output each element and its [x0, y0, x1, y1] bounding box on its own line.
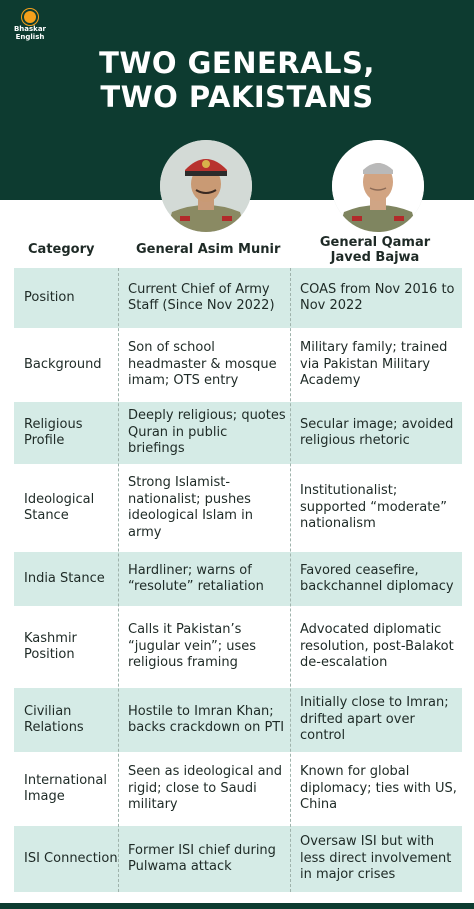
row-munir: Hardliner; warns of “resolute” retaliation — [128, 562, 264, 594]
bajwa-portrait — [332, 140, 424, 232]
row-category: Religious Profile — [24, 416, 83, 448]
sun-icon — [24, 11, 36, 23]
brand-line1: Bhaskar — [13, 25, 47, 33]
row-bajwa: Oversaw ISI but with less direct involvement in major crises — [300, 834, 452, 883]
column-divider — [290, 268, 291, 892]
row-category: Civilian Relations — [24, 703, 84, 735]
table-row — [14, 402, 462, 464]
table-row — [14, 606, 462, 688]
row-bajwa: Favored ceasefire, backchannel diplomacy — [300, 562, 454, 594]
row-munir: Calls it Pakistan’s “jugular vein”; uses religious framing — [128, 622, 256, 671]
row-munir: Seen as ideological and rigid; close to Saudi military — [128, 764, 283, 813]
row-bajwa: Advocated diplomatic resolution, post-Balakot de-escalation — [300, 622, 454, 671]
table-row — [14, 688, 462, 752]
row-bajwa: Secular image; avoided religious rhetoric — [300, 416, 454, 448]
row-category: International Image — [24, 772, 107, 804]
table-row — [14, 268, 462, 328]
column-divider — [118, 268, 119, 892]
brand-line2: English — [15, 33, 45, 41]
row-category: Ideological Stance — [24, 491, 95, 523]
row-category: India Stance — [24, 570, 105, 586]
munir-portrait — [160, 140, 252, 232]
title-line2: TWO PAKISTANS — [100, 80, 374, 114]
row-munir: Strong Islamist-nationalist; pushes ideological Islam in army — [128, 475, 253, 540]
row-category: ISI Connection — [24, 850, 118, 866]
table-row — [14, 328, 462, 402]
row-bajwa: COAS from Nov 2016 to Nov 2022 — [300, 281, 455, 313]
row-munir: Son of school headmaster & mosque imam; OTS entry — [128, 340, 277, 389]
title-line1: TWO GENERALS, — [99, 46, 375, 80]
row-category: Background — [24, 356, 102, 372]
footer-bar — [0, 903, 474, 909]
row-munir: Deeply religious; quotes Quran in public briefings — [128, 408, 286, 457]
table-row — [14, 464, 462, 552]
table-row — [14, 752, 462, 826]
column-header-bajwa: General Qamar Javed Bajwa — [319, 235, 431, 265]
row-munir: Hostile to Imran Khan; backs crackdown on PTI — [128, 703, 285, 735]
row-munir: Former ISI chief during Pulwama attack — [128, 842, 276, 874]
row-bajwa: Military family; trained via Pakistan Military Academy — [300, 340, 448, 389]
page-title — [0, 46, 474, 114]
row-munir: Current Chief of Army Staff (Since Nov 2022) — [128, 281, 275, 313]
row-bajwa: Known for global diplomacy; ties with US, China — [300, 764, 457, 813]
row-bajwa: Institutionalist; supported “moderate” nationalism — [300, 483, 448, 532]
table-row — [14, 552, 462, 606]
row-category: Position — [24, 289, 75, 305]
row-bajwa: Initially close to Imran; drifted apart over control — [300, 695, 449, 744]
column-header-category: Category — [28, 242, 95, 257]
table-row — [14, 826, 462, 892]
column-header-munir: General Asim Munir — [136, 242, 281, 257]
brand-logo — [10, 11, 50, 41]
row-category: Kashmir Position — [24, 630, 77, 662]
